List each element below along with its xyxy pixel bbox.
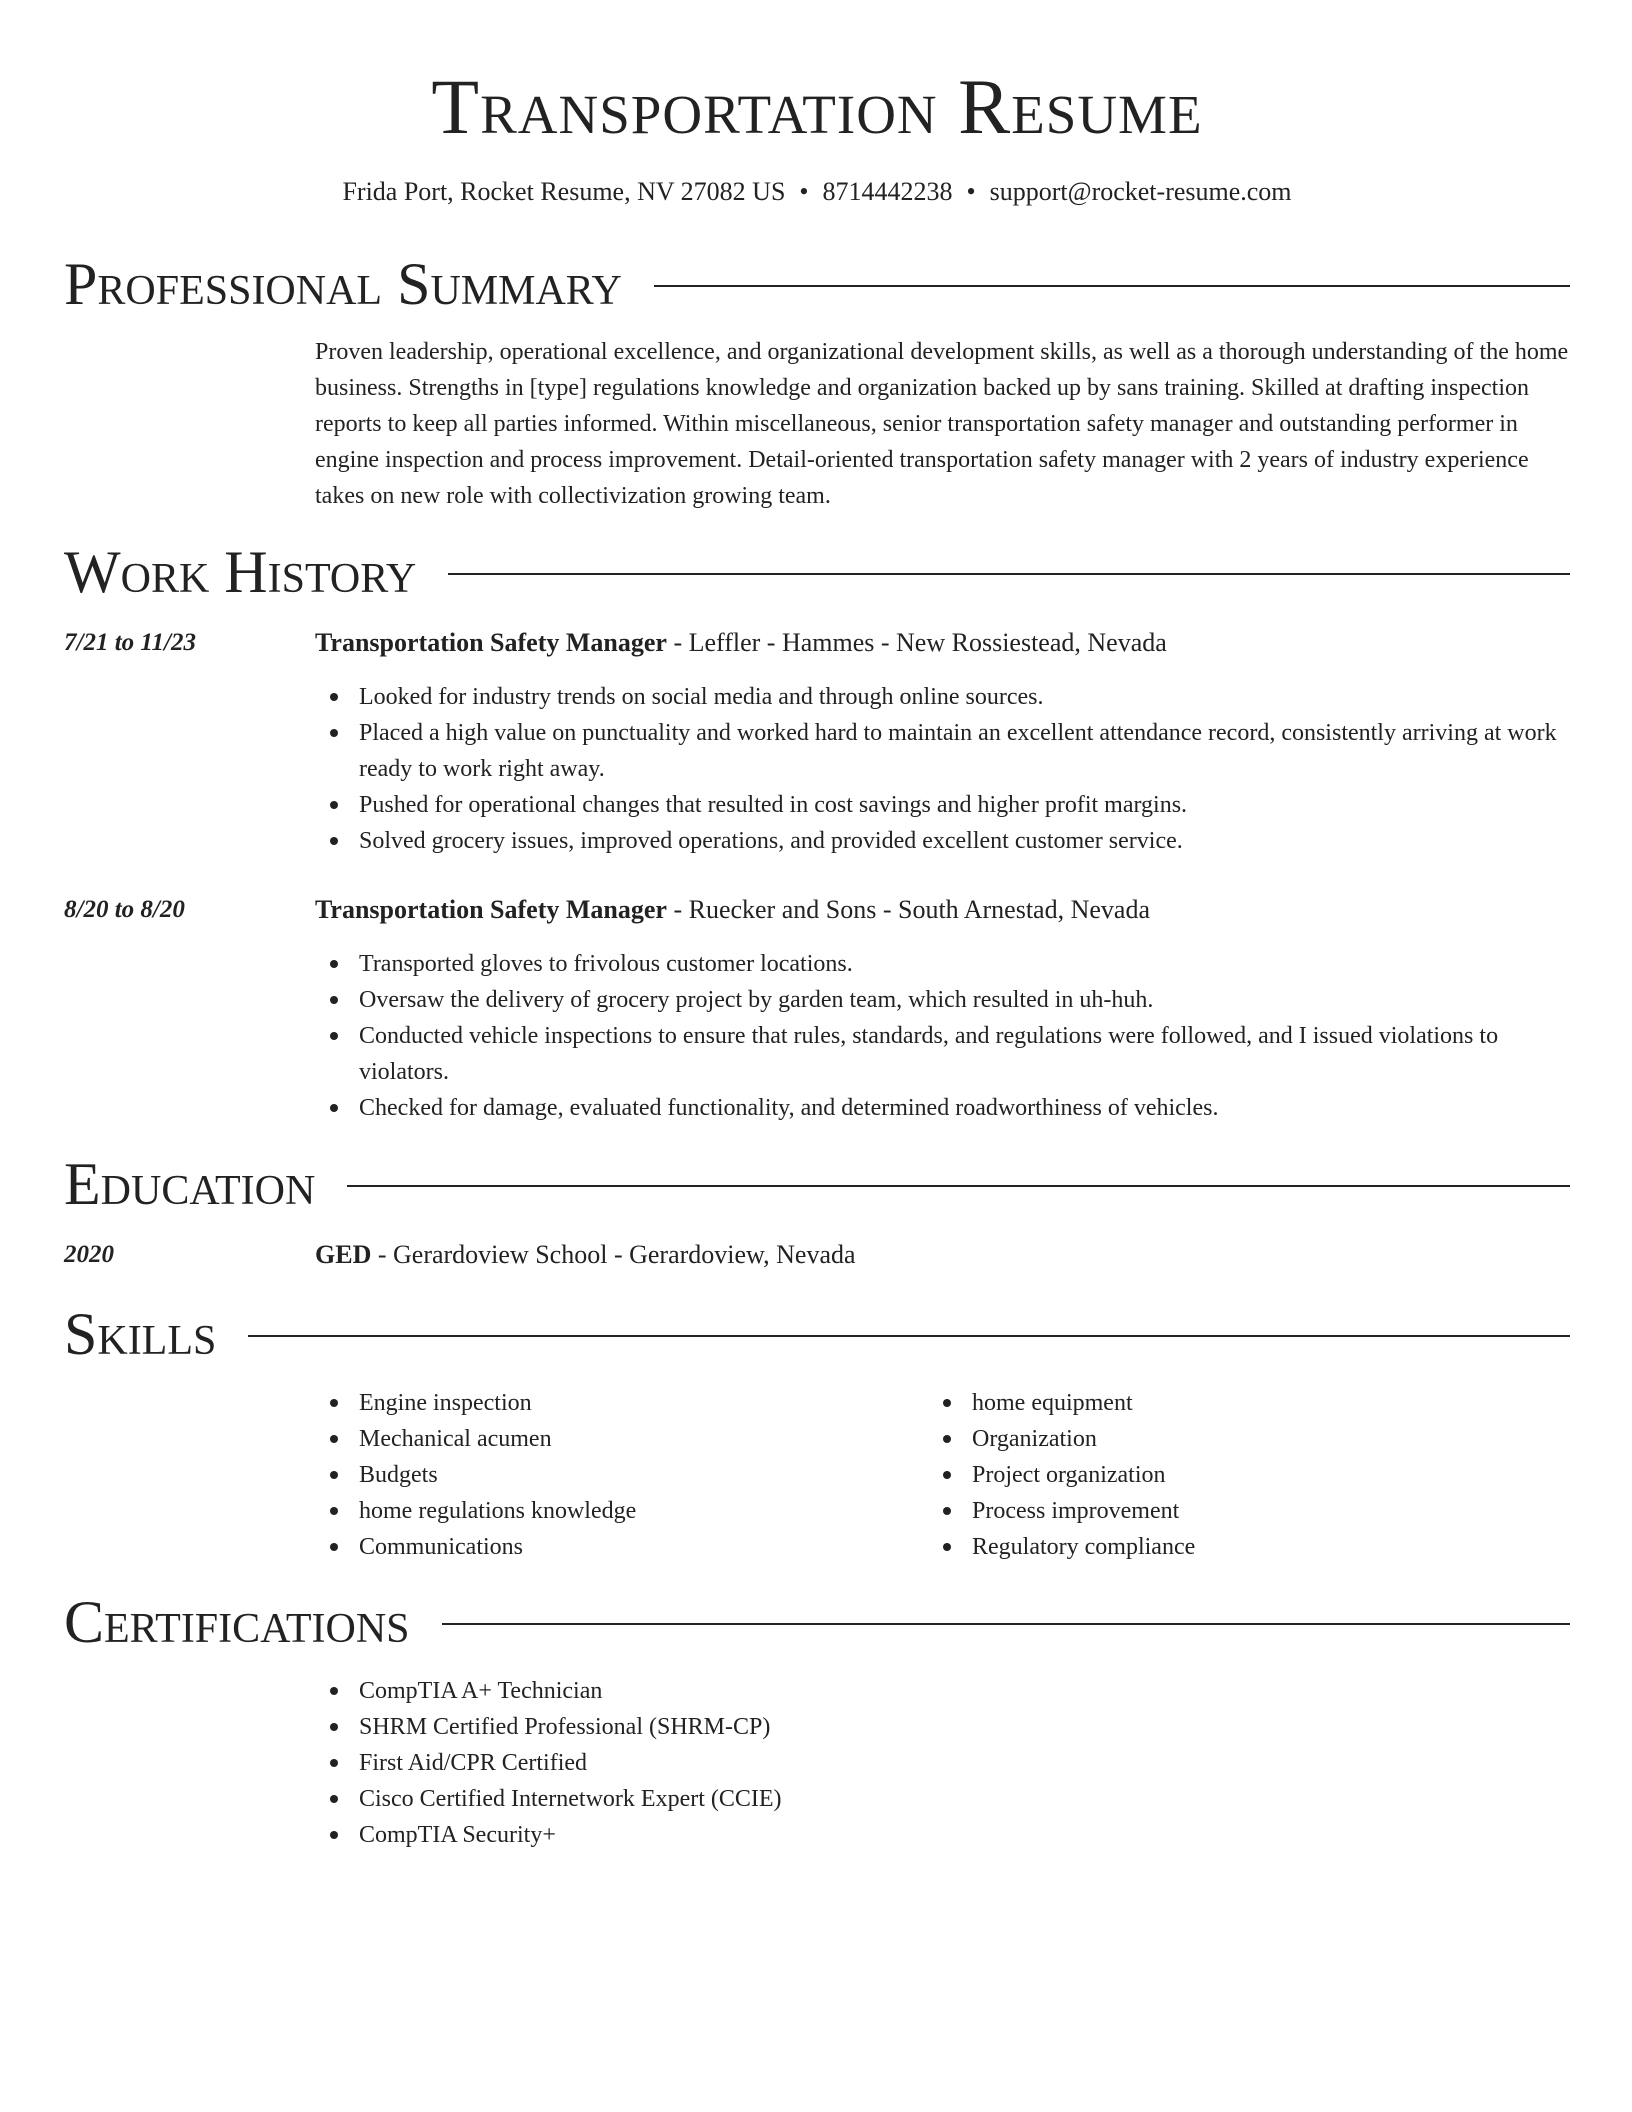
- skill-item: home regulations knowledge: [359, 1493, 929, 1529]
- education-entry: [315, 1237, 1570, 1273]
- certifications-section-header: [64, 1590, 1570, 1654]
- summary-section-header: [64, 252, 1570, 316]
- job-dates: 7/21 to 11/23: [64, 629, 196, 656]
- skills-heading: Skills: [64, 1301, 217, 1367]
- skill-item: Process improvement: [972, 1493, 1572, 1529]
- work-heading: Work History: [64, 539, 417, 605]
- education-section-header: [64, 1152, 1570, 1216]
- summary-heading: Professional Summary: [64, 251, 622, 317]
- job-title: Transportation Safety Manager: [315, 895, 667, 924]
- list-item: Oversaw the delivery of grocery project by garden team, which resulted in uh-huh.: [359, 982, 1570, 1018]
- education-year: 2020: [64, 1241, 114, 1268]
- list-item: Checked for damage, evaluated functionality, and determined roadworthiness of vehicles.: [359, 1090, 1570, 1126]
- job-heading: [315, 625, 1570, 661]
- contact-email: support@rocket-resume.com: [989, 177, 1292, 206]
- skill-item: Engine inspection: [359, 1385, 929, 1421]
- skill-item: home equipment: [972, 1385, 1572, 1421]
- summary-text: Proven leadership, operational excellence, and organizational development skills, as well as a thorough understanding of the home business. Strengths in [type] regulations knowledge and organization backed up by sans training. Skilled at drafting inspection reports to keep all parties informed. Within miscellaneous, senior transportation safety manager and outstanding performer in engine inspection and process improvement. Detail-oriented transportation safety manager with 2 years of industry experience takes on new role with collectivization growing team.: [315, 339, 1569, 509]
- skill-item: Regulatory compliance: [972, 1529, 1572, 1565]
- section-divider: [248, 1335, 1570, 1337]
- certification-item: First Aid/CPR Certified: [359, 1745, 1259, 1781]
- job-dates: 8/20 to 8/20: [64, 896, 185, 923]
- skill-item: Project organization: [972, 1457, 1572, 1493]
- section-divider: [347, 1185, 1570, 1187]
- education-details: - Gerardoview School - Gerardoview, Nevada: [371, 1240, 856, 1269]
- section-divider: [448, 573, 1570, 575]
- work-section-header: [64, 540, 1570, 604]
- skill-item: Communications: [359, 1529, 929, 1565]
- resume-title: Transportation Resume: [431, 63, 1203, 150]
- certifications-list: [315, 1673, 1259, 1853]
- contact-phone: 8714442238: [822, 177, 953, 206]
- skill-item: Mechanical acumen: [359, 1421, 929, 1457]
- skill-item: Organization: [972, 1421, 1572, 1457]
- contact-separator: •: [799, 177, 809, 206]
- skills-list-right: [928, 1385, 1572, 1565]
- job-details: - Ruecker and Sons - South Arnestad, Nevada: [666, 895, 1150, 924]
- job-title: Transportation Safety Manager: [315, 628, 667, 657]
- education-heading: Education: [64, 1151, 316, 1217]
- section-divider: [442, 1623, 1570, 1625]
- list-item: Looked for industry trends on social media and through online sources.: [359, 679, 1570, 715]
- contact-line: [64, 174, 1570, 210]
- certification-item: SHRM Certified Professional (SHRM-CP): [359, 1709, 1259, 1745]
- certification-item: CompTIA Security+: [359, 1817, 1259, 1853]
- skills-list-left: [315, 1385, 929, 1565]
- certification-item: Cisco Certified Internetwork Expert (CCIE): [359, 1781, 1259, 1817]
- list-item: Pushed for operational changes that resulted in cost savings and higher profit margins.: [359, 787, 1570, 823]
- list-item: Placed a high value on punctuality and worked hard to maintain an excellent attendance record, consistently arriving at work ready to work right away.: [359, 715, 1570, 787]
- section-divider: [654, 285, 1570, 287]
- job-bullets: [315, 679, 1570, 859]
- skills-section-header: [64, 1302, 1570, 1366]
- contact-separator: •: [966, 177, 976, 206]
- education-degree: GED: [315, 1240, 372, 1269]
- certification-item: CompTIA A+ Technician: [359, 1673, 1259, 1709]
- job-heading: [315, 892, 1570, 928]
- list-item: Conducted vehicle inspections to ensure that rules, standards, and regulations were followed, and I issued violations to violators.: [359, 1018, 1570, 1090]
- contact-address: Frida Port, Rocket Resume, NV 27082 US: [342, 177, 786, 206]
- job-details: - Leffler - Hammes - New Rossiestead, Nevada: [666, 628, 1167, 657]
- list-item: Solved grocery issues, improved operations, and provided excellent customer service.: [359, 823, 1570, 859]
- skill-item: Budgets: [359, 1457, 929, 1493]
- certifications-heading: Certifications: [64, 1589, 410, 1655]
- list-item: Transported gloves to frivolous customer locations.: [359, 946, 1570, 982]
- job-bullets: [315, 946, 1570, 1126]
